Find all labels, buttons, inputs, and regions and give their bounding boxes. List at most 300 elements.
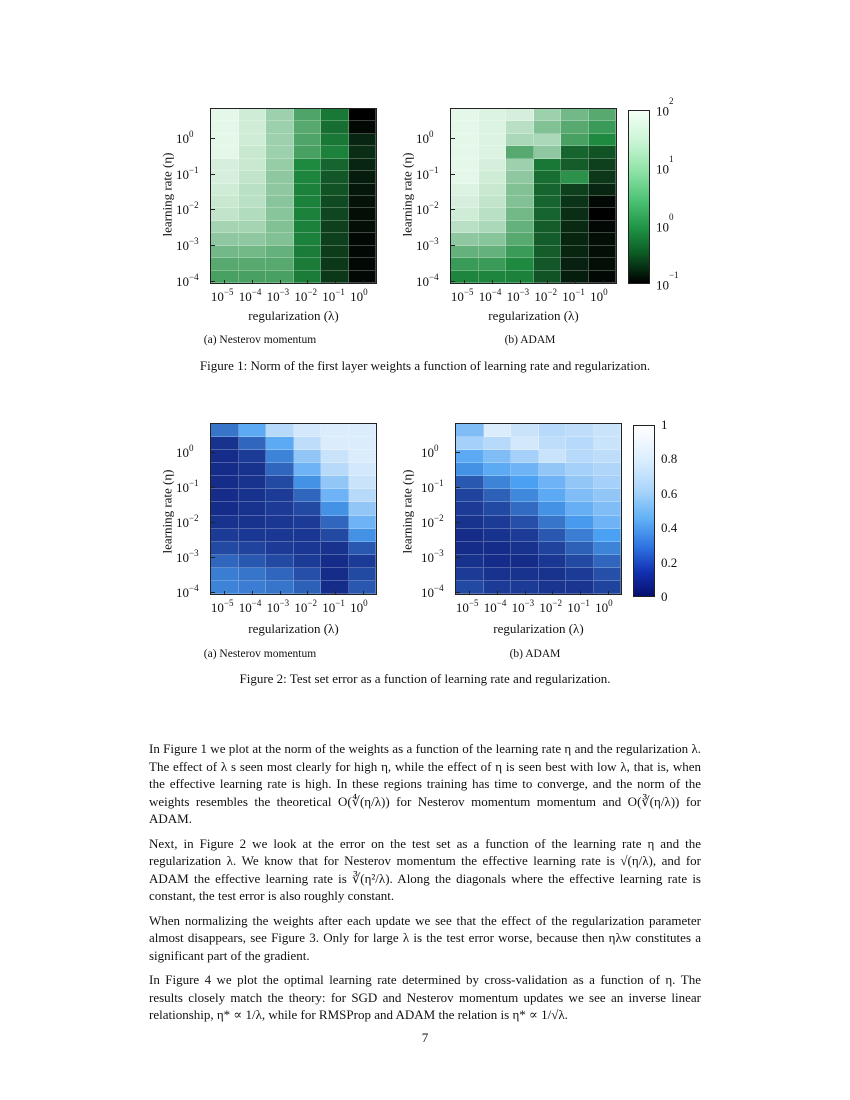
figure-2a-cell-r2-c0: [211, 450, 239, 463]
f1b-xtick-mark-5: [603, 280, 604, 284]
figure-1a-cell-r7-c1: [239, 196, 267, 208]
figure-1a-cell-r9-c5: [349, 221, 377, 233]
figure-1a-cell-r9-c0: [211, 221, 239, 233]
f1b-xtick-mark-3: [547, 280, 548, 284]
figure-2a-cell-r8-c0: [211, 529, 239, 542]
f1b-ytick-mark-3: [451, 245, 455, 246]
figure-2a-cell-r4-c3: [294, 476, 322, 489]
figure-2a-cell-r6-c5: [349, 502, 377, 515]
figure-2a-ylabel: learning rate (η): [159, 469, 175, 554]
figure-2a-cell-r11-c1: [239, 568, 267, 581]
f1a-xtick-1: $10^{-4}$: [238, 287, 262, 304]
figure-1a-cell-r0-c0: [211, 109, 239, 121]
figure-1b-cell-r4-c3: [534, 159, 562, 171]
f2a-xtick-mark-1: [252, 591, 253, 595]
figure-1b-cell-r0-c3: [534, 109, 562, 121]
figure-1a-cell-r4-c0: [211, 159, 239, 171]
f2b-ytick-3: $10^{-3}$: [421, 548, 444, 566]
figure-2b-cell-r3-c2: [511, 463, 539, 476]
figure-2a-cell-r3-c4: [321, 463, 349, 476]
figure-1a-cell-r12-c4: [321, 258, 349, 270]
figure-1b-cell-r5-c2: [506, 171, 534, 183]
figure-2a-cell-r3-c5: [349, 463, 377, 476]
figure-1a-cell-r3-c0: [211, 146, 239, 158]
figure-1a-cell-r4-c2: [266, 159, 294, 171]
figure-2b-cell-r3-c3: [539, 463, 567, 476]
figure-2a-cell-r6-c2: [266, 502, 294, 515]
f1a-xtick-mark-0: [224, 280, 225, 284]
figure-2b-cell-r10-c5: [594, 555, 622, 568]
figure-2a-cell-r1-c1: [239, 437, 267, 450]
figure-1b-cell-r4-c1: [479, 159, 507, 171]
f2a-ytick-mark-0: [211, 452, 215, 453]
figure-1b-cell-r2-c5: [589, 134, 617, 146]
f2b-xtick-mark-2: [525, 591, 526, 595]
figure-1b-cell-r5-c3: [534, 171, 562, 183]
figure-2a-cell-r9-c2: [266, 542, 294, 555]
figure-1a-ylabel: learning rate (η): [159, 152, 175, 237]
figure-2b-cell-r8-c0: [456, 529, 484, 542]
figure-2a-cell-r6-c0: [211, 502, 239, 515]
figure-2a-cell-r4-c0: [211, 476, 239, 489]
figure-2a-cell-r1-c4: [321, 437, 349, 450]
figure-1b-cell-r11-c3: [534, 246, 562, 258]
figure-2b-cell-r2-c0: [456, 450, 484, 463]
f2b-xtick-4: $10^{-1}$: [567, 598, 590, 615]
f2b-ytick-4: $10^{-4}$: [421, 583, 444, 600]
f2b-ytick-1: $10^{-1}$: [421, 478, 444, 496]
figure-1a-cell-r5-c2: [266, 171, 294, 183]
figure-1b-cell-r7-c2: [506, 196, 534, 208]
figure-2a-cell-r8-c1: [239, 529, 267, 542]
figure-2a-cell-r2-c2: [266, 450, 294, 463]
figure-2b-cell-r11-c0: [456, 568, 484, 581]
figure-2a-cell-r5-c1: [239, 489, 267, 502]
figure-1b-cell-r8-c0: [451, 208, 479, 220]
figure-2b-cell-r1-c2: [511, 437, 539, 450]
figure-1a-cell-r0-c4: [321, 109, 349, 121]
figure-2a-cell-r7-c0: [211, 516, 239, 529]
figure-1a-cell-r10-c2: [266, 233, 294, 245]
f1a-ytick-mark-4: [211, 281, 215, 282]
figure-1b-cell-r0-c2: [506, 109, 534, 121]
figure-1b-cell-r11-c1: [479, 246, 507, 258]
figure-1-colorbar: [628, 110, 650, 284]
paragraph-4: In Figure 4 we plot the optimal learning rate determined by cross-validation as a function of η. The results closely match the theory: for SGD and Nesterov momentum updates we see an inverse linear relationship, η* ∝ 1/λ, while for RMSProp and ADAM the relation is η* ∝ 1/√λ.: [149, 972, 701, 1022]
figure-1a-cell-r1-c4: [321, 121, 349, 133]
figure-1b-cell-r1-c1: [479, 121, 507, 133]
f2b-ytick-mark-4: [456, 592, 460, 593]
figure-2b-cell-r9-c0: [456, 542, 484, 555]
f1a-xtick-mark-4: [335, 280, 336, 284]
figure-1a-cell-r0-c2: [266, 109, 294, 121]
f2a-ytick-3: $10^{-3}$: [176, 548, 199, 566]
figure-1a-cell-r10-c1: [239, 233, 267, 245]
figure-2a-cell-r4-c4: [321, 476, 349, 489]
figure-1a-cell-r9-c3: [294, 221, 322, 233]
figure-2a-cell-r10-c1: [239, 555, 267, 568]
figure-2b-cell-r6-c0: [456, 502, 484, 515]
figure-1b-xlabel: regularization (λ): [488, 308, 579, 323]
figure-1a-cell-r4-c3: [294, 159, 322, 171]
f1a-xtick-mark-3: [307, 280, 308, 284]
figure-1b-cell-r10-c4: [561, 233, 589, 245]
f2a-ytick-2: $10^{-2}$: [176, 513, 199, 531]
f2b-xtick-5: $10^0$: [595, 598, 613, 615]
figure-2b-subcaption: (b) ADAM: [509, 648, 561, 660]
f1b-ytick-mark-4: [451, 281, 455, 282]
body-text: [149, 740, 701, 1031]
figure-1a-cell-r5-c3: [294, 171, 322, 183]
f1b-xtick-1: $10^{-4}$: [478, 287, 502, 304]
figure-1a-cell-r10-c5: [349, 233, 377, 245]
figure-1b-cell-r12-c2: [506, 258, 534, 270]
figure-1a-cell-r12-c5: [349, 258, 377, 270]
f1a-ytick-mark-1: [211, 174, 215, 175]
figure-1b-cell-r0-c0: [451, 109, 479, 121]
f1b-ytick-4: $10^{-4}$: [416, 272, 439, 289]
figure-2b-cell-r5-c3: [539, 489, 567, 502]
f1-cb-tick-0: $10^2$: [656, 96, 674, 119]
figure-2a-cell-r7-c4: [321, 516, 349, 529]
figure-2b-cell-r10-c4: [566, 555, 594, 568]
figure-2b-cell-r11-c3: [539, 568, 567, 581]
figure-2b-heatmap: [455, 423, 622, 595]
figure-1a-cell-r5-c0: [211, 171, 239, 183]
figure-2a-cell-r0-c3: [294, 424, 322, 437]
figure-2a-cell-r9-c3: [294, 542, 322, 555]
figure-1b-cell-r7-c3: [534, 196, 562, 208]
figure-2a-cell-r1-c3: [294, 437, 322, 450]
f1b-ytick-3: $10^{-3}$: [416, 236, 439, 254]
figure-1b-cell-r6-c4: [561, 184, 589, 196]
figure-1a-xlabel: regularization (λ): [248, 308, 339, 323]
figure-2b-cell-r1-c3: [539, 437, 567, 450]
figure-1b-cell-r5-c4: [561, 171, 589, 183]
f2a-ytick-mark-2: [211, 522, 215, 523]
f1a-xtick-4: $10^{-1}$: [322, 287, 345, 304]
figure-1-caption: Figure 1: Norm of the first layer weights a function of learning rate and regularization.: [199, 358, 651, 373]
figure-2b-cell-r3-c5: [594, 463, 622, 476]
figure-1b-cell-r12-c0: [451, 258, 479, 270]
figure-2a-cell-r10-c5: [349, 555, 377, 568]
f1-cb-tick-1: $10^1$: [656, 154, 674, 177]
figure-1b-cell-r9-c1: [479, 221, 507, 233]
figure-2a-cell-r1-c0: [211, 437, 239, 450]
figure-1a-subcaption: (a) Nesterov momentum: [203, 334, 317, 346]
figure-1a-cell-r7-c0: [211, 196, 239, 208]
figure-1a-cell-r2-c2: [266, 134, 294, 146]
figure-1a-cell-r0-c3: [294, 109, 322, 121]
figure-2a-cell-r9-c5: [349, 542, 377, 555]
figure-1b-cell-r11-c2: [506, 246, 534, 258]
figure-1b-cell-r10-c0: [451, 233, 479, 245]
f2b-ytick-0: $10^0$: [421, 443, 439, 461]
figure-1a-cell-r3-c4: [321, 146, 349, 158]
figure-2b-cell-r11-c5: [594, 568, 622, 581]
f2b-xtick-2: $10^{-3}$: [511, 598, 535, 615]
figure-2b-cell-r0-c5: [594, 424, 622, 437]
figure-1a-cell-r2-c4: [321, 134, 349, 146]
f2b-xtick-mark-3: [552, 591, 553, 595]
figure-1b-cell-r4-c2: [506, 159, 534, 171]
figure-1a-cell-r12-c0: [211, 258, 239, 270]
f2b-ytick-mark-2: [456, 522, 460, 523]
f2b-xtick-mark-4: [580, 591, 581, 595]
figure-2b-cell-r11-c1: [484, 568, 512, 581]
figure-1a-cell-r11-c5: [349, 246, 377, 258]
figure-1b-cell-r9-c4: [561, 221, 589, 233]
figure-1b-cell-r7-c1: [479, 196, 507, 208]
figure-1a-cell-r9-c1: [239, 221, 267, 233]
figure-2a-cell-r6-c3: [294, 502, 322, 515]
figure-2b-xlabel: regularization (λ): [493, 621, 584, 636]
figure-2a-cell-r8-c3: [294, 529, 322, 542]
f1a-ytick-mark-0: [211, 138, 215, 139]
figure-2a-xlabel: regularization (λ): [248, 621, 339, 636]
figure-1b-cell-r3-c1: [479, 146, 507, 158]
figure-2b-cell-r5-c2: [511, 489, 539, 502]
figure-1a-cell-r4-c4: [321, 159, 349, 171]
f2-cb-tick-5: 0: [661, 589, 668, 604]
figure-1b-cell-r2-c1: [479, 134, 507, 146]
figure-1b-cell-r1-c0: [451, 121, 479, 133]
f2b-xtick-1: $10^{-4}$: [483, 598, 507, 615]
figure-2b-cell-r7-c2: [511, 516, 539, 529]
figure-1a-cell-r1-c1: [239, 121, 267, 133]
figure-2b-cell-r8-c4: [566, 529, 594, 542]
figure-2b-cell-r2-c3: [539, 450, 567, 463]
figure-1b-cell-r2-c3: [534, 134, 562, 146]
figure-2a-heatmap: [210, 423, 377, 595]
figure-1a-cell-r3-c1: [239, 146, 267, 158]
figure-1a-cell-r2-c1: [239, 134, 267, 146]
figure-2a-cell-r7-c1: [239, 516, 267, 529]
f1b-xtick-mark-1: [492, 280, 493, 284]
figure-1a-cell-r3-c5: [349, 146, 377, 158]
figure-2b-cell-r1-c4: [566, 437, 594, 450]
f2b-xtick-mark-0: [469, 591, 470, 595]
figure-2b-cell-r7-c0: [456, 516, 484, 529]
f2a-xtick-3: $10^{-2}$: [294, 598, 317, 615]
figure-2b-cell-r9-c2: [511, 542, 539, 555]
f1a-xtick-mark-1: [252, 280, 253, 284]
figure-2b-cell-r7-c4: [566, 516, 594, 529]
figure-1b-cell-r10-c5: [589, 233, 617, 245]
figure-2a-cell-r10-c3: [294, 555, 322, 568]
figure-1a-cell-r0-c5: [349, 109, 377, 121]
figure-1b-cell-r9-c0: [451, 221, 479, 233]
figure-1b-cell-r5-c5: [589, 171, 617, 183]
figure-1a-cell-r10-c4: [321, 233, 349, 245]
figure-1b-cell-r8-c4: [561, 208, 589, 220]
figure-1b-cell-r1-c3: [534, 121, 562, 133]
figure-2b-ylabel: learning rate (η): [399, 469, 415, 554]
figure-1b-cell-r10-c3: [534, 233, 562, 245]
figure-1a-cell-r5-c5: [349, 171, 377, 183]
figure-1b-cell-r8-c1: [479, 208, 507, 220]
f2b-xtick-0: $10^{-5}$: [455, 598, 479, 615]
figure-2a-cell-r0-c4: [321, 424, 349, 437]
figure-1b-cell-r3-c5: [589, 146, 617, 158]
figure-2a-cell-r1-c5: [349, 437, 377, 450]
figure-1b-cell-r12-c5: [589, 258, 617, 270]
figure-2b-cell-r4-c1: [484, 476, 512, 489]
figure-1b-cell-r8-c3: [534, 208, 562, 220]
figure-2a-cell-r9-c1: [239, 542, 267, 555]
figure-2b-cell-r0-c2: [511, 424, 539, 437]
f2a-xtick-mark-2: [280, 591, 281, 595]
figure-1b-subcaption: (b) ADAM: [504, 334, 556, 346]
figure-2-caption: Figure 2: Test set error as a function of learning rate and regularization.: [239, 671, 611, 686]
figure-2b-cell-r0-c3: [539, 424, 567, 437]
figure-1b-cell-r12-c1: [479, 258, 507, 270]
figure-2a-cell-r7-c3: [294, 516, 322, 529]
figure-1b-cell-r0-c1: [479, 109, 507, 121]
f2a-ytick-mark-4: [211, 592, 215, 593]
figure-1a-cell-r10-c0: [211, 233, 239, 245]
f2a-xtick-mark-5: [363, 591, 364, 595]
figure-2a-cell-r8-c2: [266, 529, 294, 542]
figure-1b-cell-r11-c0: [451, 246, 479, 258]
f2a-ytick-4: $10^{-4}$: [176, 583, 199, 600]
f1b-ytick-mark-0: [451, 138, 455, 139]
figure-2b-cell-r10-c1: [484, 555, 512, 568]
figure-2a-cell-r6-c1: [239, 502, 267, 515]
figure-1b-ylabel: learning rate (η): [399, 152, 415, 237]
figure-1b-cell-r8-c2: [506, 208, 534, 220]
figure-2a-cell-r0-c5: [349, 424, 377, 437]
figure-2a-cell-r5-c4: [321, 489, 349, 502]
f1a-ytick-2: $10^{-2}$: [176, 200, 199, 218]
figure-2a-cell-r11-c2: [266, 568, 294, 581]
figure-1a-cell-r9-c4: [321, 221, 349, 233]
f1b-xtick-4: $10^{-1}$: [562, 287, 585, 304]
figure-2b-cell-r11-c2: [511, 568, 539, 581]
figure-1a-cell-r1-c2: [266, 121, 294, 133]
f1b-xtick-0: $10^{-5}$: [450, 287, 474, 304]
figure-2b-cell-r10-c2: [511, 555, 539, 568]
figure-1a-heatmap: [210, 108, 377, 284]
figure-1a-cell-r4-c1: [239, 159, 267, 171]
figure-2b-cell-r6-c1: [484, 502, 512, 515]
figure-2b-cell-r9-c5: [594, 542, 622, 555]
figure-2b-cell-r4-c2: [511, 476, 539, 489]
f2-cb-tick-3: 0.4: [661, 520, 678, 536]
f1b-xtick-3: $10^{-2}$: [534, 287, 557, 304]
figure-2a-cell-r2-c4: [321, 450, 349, 463]
figure-1a-cell-r12-c2: [266, 258, 294, 270]
f1a-ytick-4: $10^{-4}$: [176, 272, 199, 289]
figure-2a-cell-r3-c1: [239, 463, 267, 476]
figure-1b-cell-r5-c0: [451, 171, 479, 183]
figure-2a-cell-r10-c0: [211, 555, 239, 568]
figure-1b-cell-r7-c5: [589, 196, 617, 208]
figure-2a-cell-r3-c3: [294, 463, 322, 476]
figure-2a-cell-r2-c5: [349, 450, 377, 463]
figure-2b-cell-r1-c0: [456, 437, 484, 450]
figure-2a-cell-r11-c3: [294, 568, 322, 581]
figure-1b-cell-r9-c3: [534, 221, 562, 233]
f2a-xtick-4: $10^{-1}$: [322, 598, 345, 615]
f1a-xtick-5: $10^0$: [350, 287, 368, 304]
figure-1b-cell-r11-c5: [589, 246, 617, 258]
figure-2b-cell-r6-c4: [566, 502, 594, 515]
f1a-xtick-mark-5: [363, 280, 364, 284]
figure-1b-cell-r6-c1: [479, 184, 507, 196]
figure-1b-cell-r1-c2: [506, 121, 534, 133]
f1b-xtick-5: $10^0$: [590, 287, 608, 304]
figure-2b-cell-r5-c4: [566, 489, 594, 502]
figure-1a-cell-r1-c0: [211, 121, 239, 133]
figure-2b-cell-r8-c2: [511, 529, 539, 542]
figure-1b-cell-r3-c0: [451, 146, 479, 158]
figure-2b-cell-r3-c0: [456, 463, 484, 476]
figure-1a-cell-r2-c0: [211, 134, 239, 146]
figure-2a-cell-r1-c2: [266, 437, 294, 450]
figure-2a-cell-r4-c5: [349, 476, 377, 489]
figure-2b-cell-r6-c5: [594, 502, 622, 515]
f1a-ytick-0: $10^0$: [176, 128, 194, 146]
figure-1b-cell-r6-c3: [534, 184, 562, 196]
figure-2b-cell-r3-c4: [566, 463, 594, 476]
figure-1a-cell-r3-c2: [266, 146, 294, 158]
f2a-ytick-mark-3: [211, 557, 215, 558]
figure-2b-cell-r8-c3: [539, 529, 567, 542]
figure-1a-cell-r8-c2: [266, 208, 294, 220]
figure-1a-cell-r7-c4: [321, 196, 349, 208]
figure-1b-cell-r4-c4: [561, 159, 589, 171]
figure-2a-cell-r3-c0: [211, 463, 239, 476]
figure-2b-cell-r6-c3: [539, 502, 567, 515]
f1a-xtick-0: $10^{-5}$: [210, 287, 234, 304]
figure-2a-cell-r8-c4: [321, 529, 349, 542]
f2a-xtick-1: $10^{-4}$: [238, 598, 262, 615]
figure-2b-cell-r0-c1: [484, 424, 512, 437]
figure-2b-cell-r9-c4: [566, 542, 594, 555]
figure-2a-cell-r9-c0: [211, 542, 239, 555]
figure-1a-cell-r12-c3: [294, 258, 322, 270]
figure-1a-cell-r4-c5: [349, 159, 377, 171]
figure-2a-cell-r0-c0: [211, 424, 239, 437]
figure-1a-cell-r6-c5: [349, 184, 377, 196]
f1b-ytick-2: $10^{-2}$: [416, 200, 439, 218]
figure-1a-cell-r8-c4: [321, 208, 349, 220]
figure-1b-cell-r6-c2: [506, 184, 534, 196]
figure-1a-cell-r11-c3: [294, 246, 322, 258]
f1b-xtick-mark-0: [464, 280, 465, 284]
figure-1a-cell-r2-c5: [349, 134, 377, 146]
f1b-ytick-mark-1: [451, 174, 455, 175]
figure-2b-cell-r5-c0: [456, 489, 484, 502]
figure-2b-cell-r10-c0: [456, 555, 484, 568]
figure-2a-cell-r5-c0: [211, 489, 239, 502]
figure-1a-cell-r6-c2: [266, 184, 294, 196]
figure-1b-cell-r6-c0: [451, 184, 479, 196]
figure-2b-cell-r5-c1: [484, 489, 512, 502]
paragraph-1: In Figure 1 we plot at the norm of the weights as a function of the learning rate η and the regularization λ. The effect of λ s seen most clearly for high η, while the effect of η is seen best with low λ, that is, when the effective learning rate is high. In these regions training has time to converge, and the norm of the weights resembles the theoretical O(∜(η/λ)) for Nesterov momentum momentum and O(∛(η/λ)) for ADAM.: [149, 741, 701, 826]
figure-1a-cell-r2-c3: [294, 134, 322, 146]
f1b-xtick-mark-4: [575, 280, 576, 284]
f1a-ytick-mark-3: [211, 245, 215, 246]
figure-2b-cell-r6-c2: [511, 502, 539, 515]
figure-2b-cell-r0-c0: [456, 424, 484, 437]
f2b-ytick-mark-3: [456, 557, 460, 558]
f2a-xtick-0: $10^{-5}$: [210, 598, 234, 615]
figure-1a-cell-r6-c4: [321, 184, 349, 196]
f2b-xtick-3: $10^{-2}$: [539, 598, 562, 615]
figure-1b-cell-r2-c2: [506, 134, 534, 146]
